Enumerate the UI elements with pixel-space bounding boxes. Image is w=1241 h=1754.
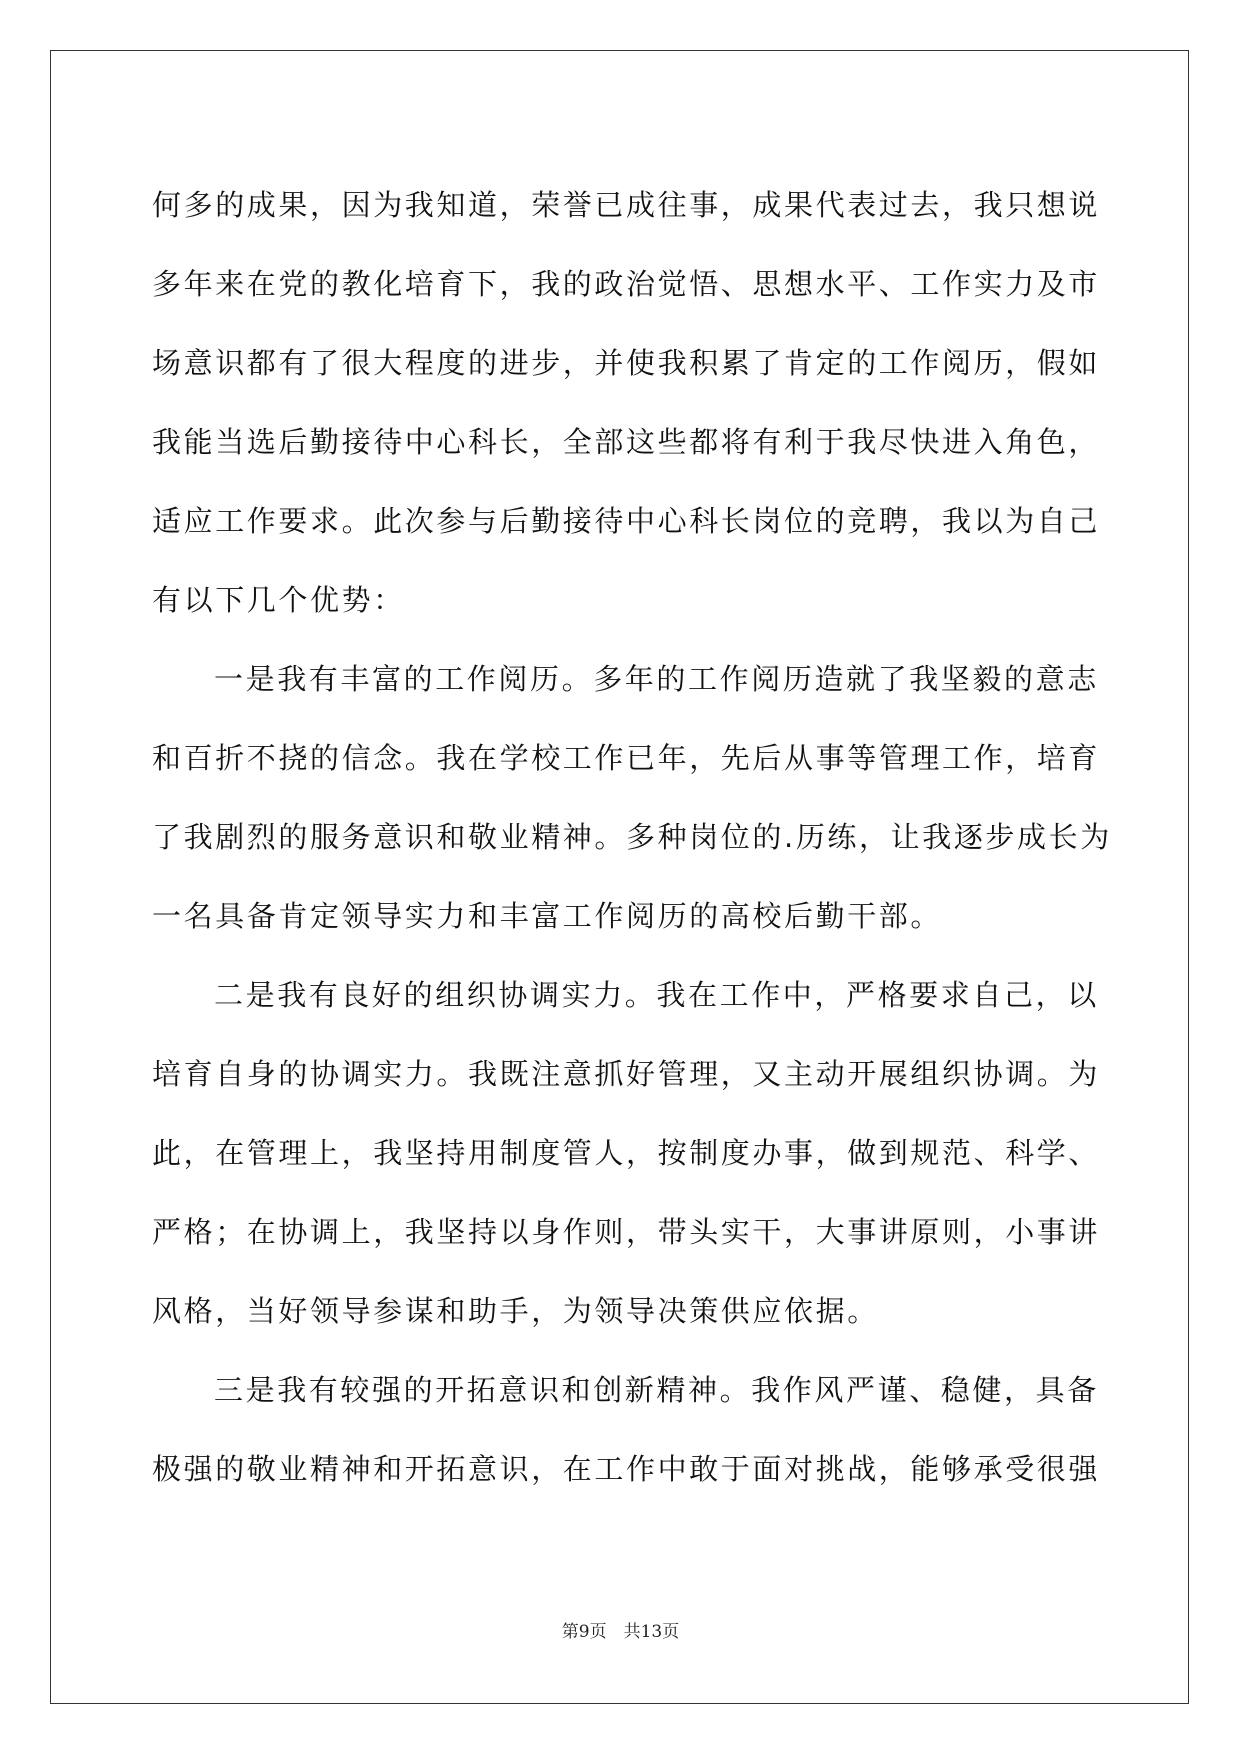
paragraph-start-line: 一是我有丰富的工作阅历。多年的工作阅历造就了我坚毅的意志 xyxy=(214,662,1099,696)
page-number-footer: 第9页 共13页 xyxy=(561,1622,680,1642)
text-line: 极强的敬业精神和开拓意识，在工作中敢于面对挑战，能够承受很强 xyxy=(152,1452,1101,1486)
text-line: 何多的成果，因为我知道，荣誉已成往事，成果代表过去，我只想说 xyxy=(152,188,1101,222)
text-line: 培育自身的协调实力。我既注意抓好管理，又主动开展组织协调。为 xyxy=(152,1057,1101,1091)
text-line: 严格；在协调上，我坚持以身作则，带头实干，大事讲原则，小事讲 xyxy=(152,1215,1101,1249)
text-line: 一名具备肯定领导实力和丰富工作阅历的高校后勤干部。 xyxy=(152,899,943,933)
document-body xyxy=(152,166,1112,1509)
text-line: 多年来在党的教化培育下，我的政治觉悟、思想水平、工作实力及市 xyxy=(152,267,1101,301)
text-line: 风格，当好领导参谋和助手，为领导决策供应依据。 xyxy=(152,1294,879,1328)
text-line: 和百折不挠的信念。我在学校工作已年，先后从事等管理工作，培育 xyxy=(152,741,1101,775)
text-line: 了我剧烈的服务意识和敬业精神。多种岗位的.历练，让我逐步成长为 xyxy=(152,820,1112,854)
text-line: 有以下几个优势： xyxy=(152,583,405,617)
text-line: 我能当选后勤接待中心科长，全部这些都将有利于我尽快进入角色， xyxy=(152,425,1101,459)
text-line: 此，在管理上，我坚持用制度管人，按制度办事，做到规范、科学、 xyxy=(152,1136,1101,1170)
paragraph-start-line: 三是我有较强的开拓意识和创新精神。我作风严谨、稳健，具备 xyxy=(214,1373,1099,1407)
paragraph-start-line: 二是我有良好的组织协调实力。我在工作中，严格要求自己，以 xyxy=(214,978,1099,1012)
text-line: 适应工作要求。此次参与后勤接待中心科长岗位的竞聘，我以为自己 xyxy=(152,504,1101,538)
text-line: 场意识都有了很大程度的进步，并使我积累了肯定的工作阅历，假如 xyxy=(152,346,1101,380)
